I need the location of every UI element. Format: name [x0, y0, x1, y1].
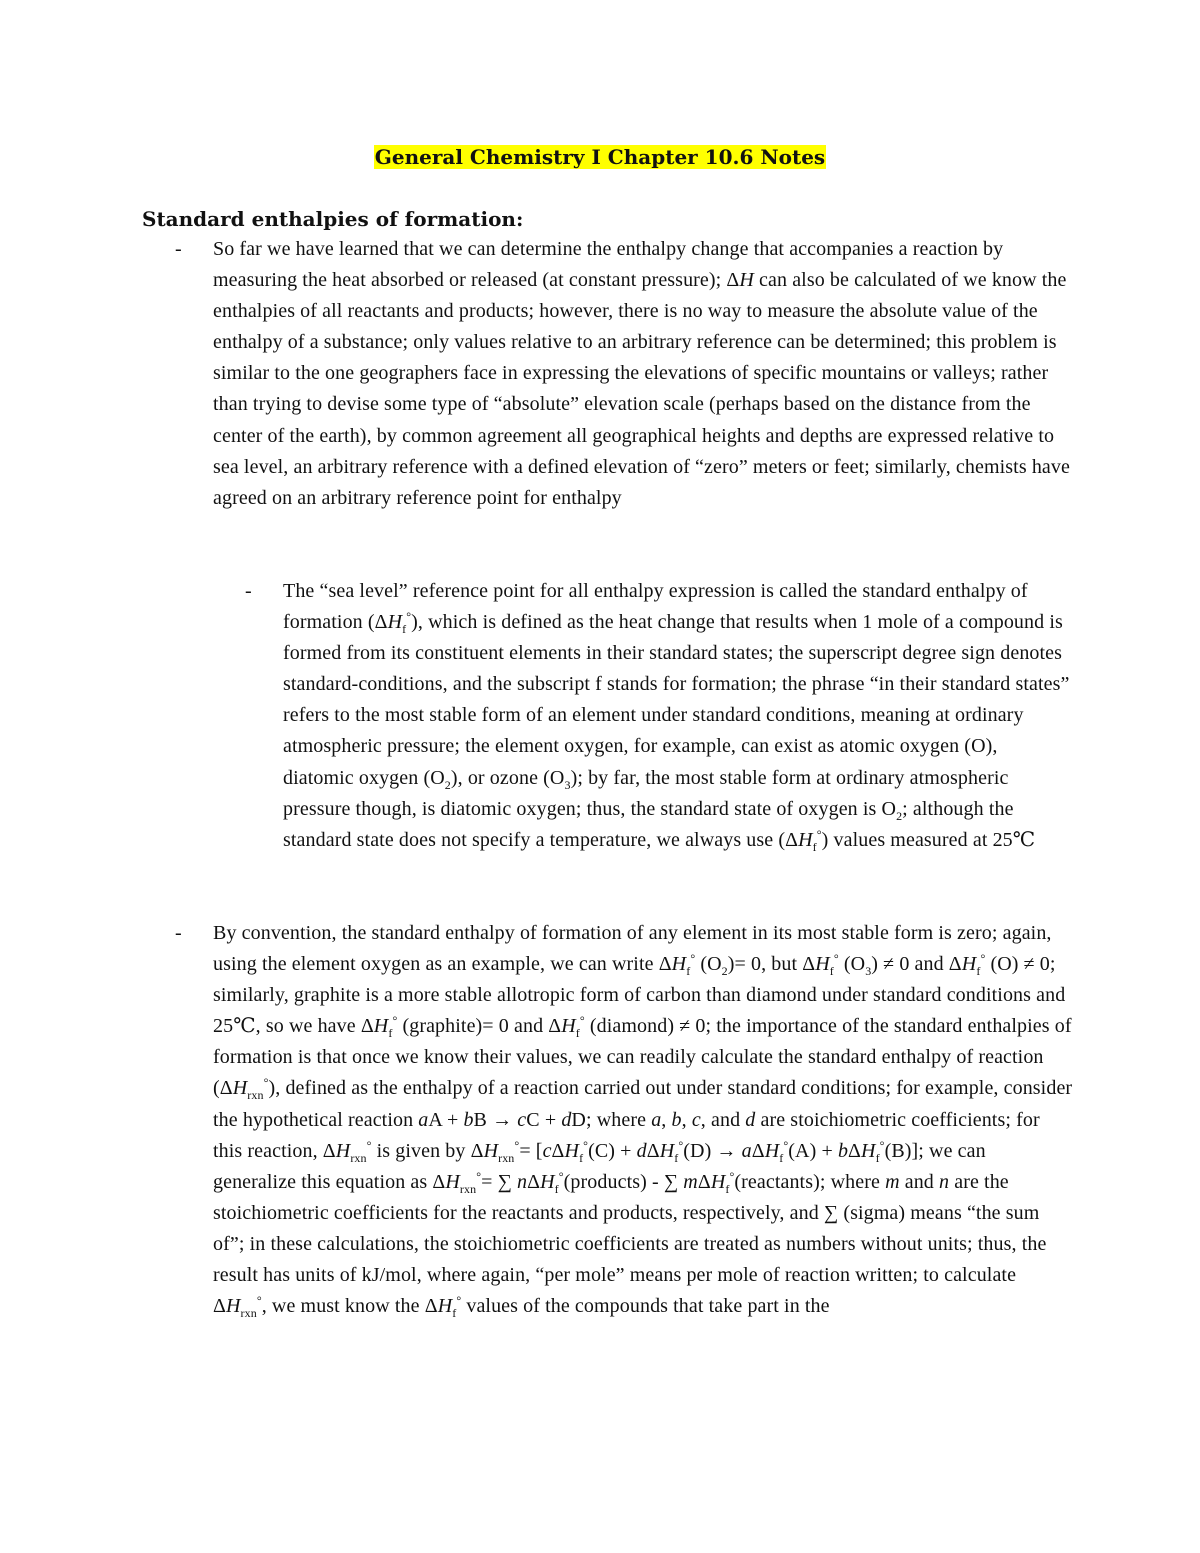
list-item-text: By convention, the standard enthalpy of formation of any element in its most stable form is zero; again, using the element oxygen as an example, we can write $\Delta H_f^\circ$ $(O_2)= 0$, but $\Delta H_f^\circ$ $(O_3) \ne 0$ and $\Delta H_f^\circ$ (O) ≠ 0; similarly, graphite is a more stable allotropic form of carbon than diamond under standard conditions and 25℃, so we have $\Delta H_f^\circ$ (graphite)= 0 and $\Delta H_f^\circ$ (diamond) ≠ 0; the importance of the standard enthalpies of formation is that once we know their values, we can readily calculate the standard enthalpy of reaction $(\Delta H_{rxn}^\circ)$, defined as the enthalpy of a reaction carried out under standard conditions; for example, consider the hypothetical reaction aA + bB → cC + dD; where a, b, c, and d are stoichiometric coefficients; for this reaction, $\Delta H_{rxn}^\circ$ is given by $\Delta H_{rxn}^\circ= [c\Delta H_f^\circ(C) + d\Delta H_f^\circ(D) \to a\Delta H_f^\circ(A) + b\Delta H_f^\circ(B)]$; we can generalize this equation as $\Delta H_{rxn}^\circ=$ ∑ nΔH$_f$°(products) - ∑ mΔH$_f$°(reactants); where m and n are the stoichiometric coefficients for the reactants and products, respectively, and ∑ (sigma) means “the sum of”; in these calculations, the stoichiometric coefficients are treated as numbers without units; thus, the result has units of kJ/mol, where again, “per mole” means per mole of reaction written; to calculate $\Delta H_{rxn}^\circ$, we must know the $\Delta H_f^\circ$ values of the compounds that take part in the: [213, 922, 1073, 1321]
list-item: [175, 234, 1073, 514]
page-title-text: General Chemistry I Chapter 10.6 Notes: [374, 145, 826, 169]
bullet-marker: -: [175, 238, 182, 260]
bullet-marker: -: [175, 922, 182, 944]
page-title: [0, 142, 1200, 172]
list-item: [175, 918, 1073, 1322]
section-heading: Standard enthalpies of formation:: [142, 207, 524, 231]
list-item-text: The “sea level” reference point for all enthalpy expression is called the standard enthalpy of formation $(\Delta H_f^\circ)$, which is defined as the heat change that results when 1 mole of a compound is formed from its constituent elements in their standard states; the superscript degree sign denotes standard-conditions, and the subscript f stands for formation; the phrase “in their standard states” refers to the most stable form of an element under standard conditions, meaning at ordinary atmospheric pressure; the element oxygen, for example, can exist as atomic oxygen (O), diatomic oxygen $(O_2)$, or ozone $(O_3)$; by far, the most stable form at ordinary atmospheric pressure though, is diatomic oxygen; thus, the standard state of oxygen is $O_2$; although the standard state does not specify a temperature, we always use $(\Delta H_f^\circ)$ values measured at 25℃: [283, 580, 1070, 854]
list-item-text: So far we have learned that we can determine the enthalpy change that accompanies a reaction by measuring the heat absorbed or released (at constant pressure); ΔH can also be calculated of we know the enthalpies of all reactants and products; however, there is no way to measure the absolute value of the enthalpy of a substance; only values relative to an arbitrary reference can be determined; this problem is similar to the one geographers face in expressing the elevations of specific mountains or valleys; rather than trying to devise some type of “absolute” elevation scale (perhaps based on the distance from the center of the earth), by common agreement all geographical heights and depths are expressed relative to sea level, an arbitrary reference with a defined elevation of “zero” meters or feet; similarly, chemists have agreed on an arbitrary reference point for enthalpy: [213, 238, 1070, 509]
bullet-marker: -: [245, 580, 252, 602]
list-item: [245, 576, 1073, 856]
